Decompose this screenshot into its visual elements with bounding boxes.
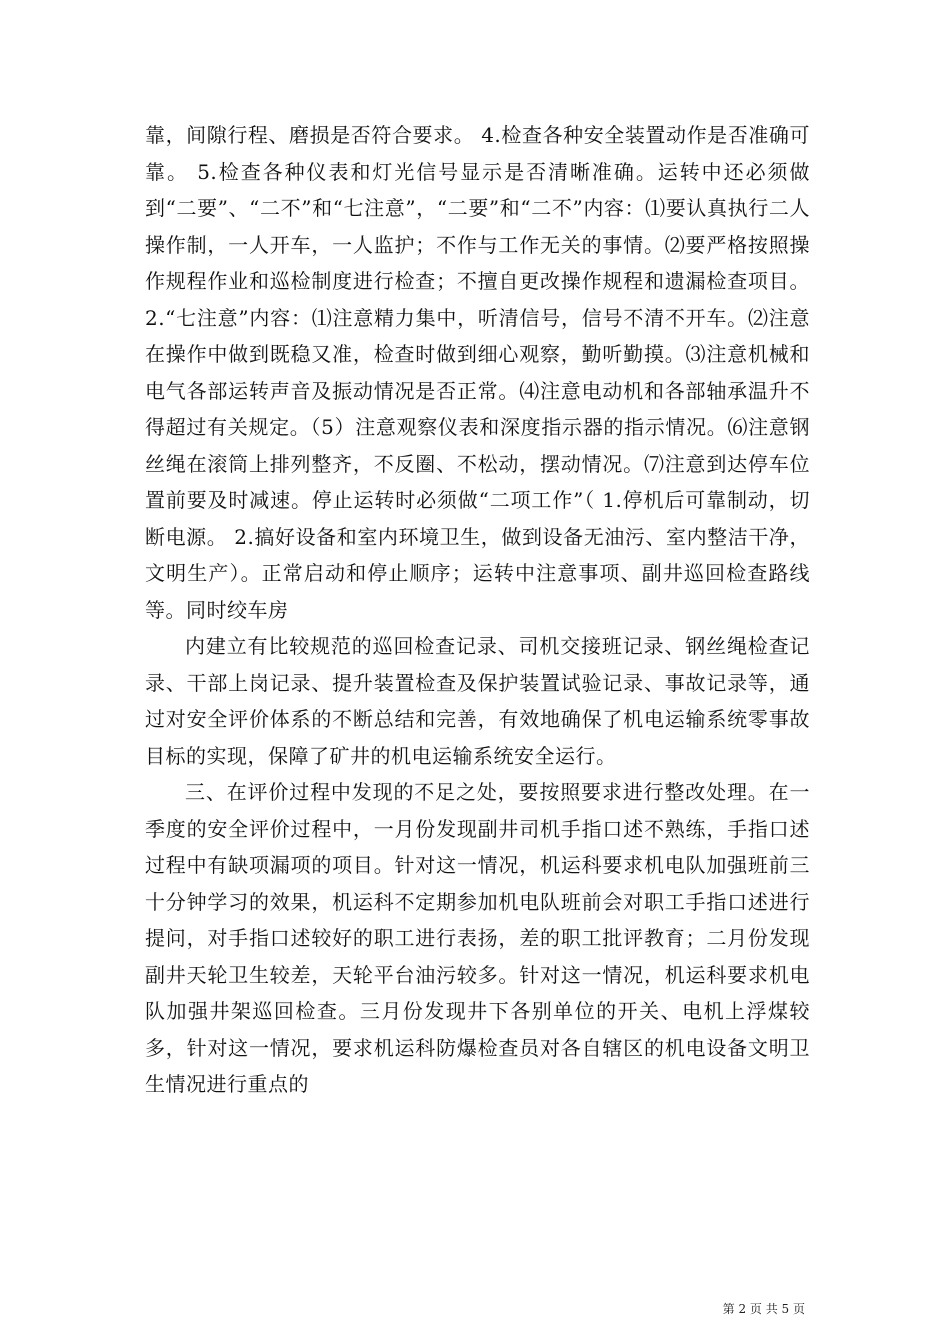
document-body xyxy=(145,117,810,1103)
paragraph-3: 三、在评价过程中发现的不足之处，要按照要求进行整改处理。在一季度的安全评价过程中，一月份发现副井司机手指口述不熟练，手指口述过程中有缺项漏项的项目。针对这一情况，机运科要求机电队加强班前三十分钟学习的效果，机运科不定期参加机电队班前会对职工手指口述进行提问，对手指口述较好的职工进行表扬，差的职工批评教育；二月份发现副井天轮卫生较差，天轮平台油污较多。针对这一情况，机运科要求机电队加强井架巡回检查。三月份发现井下各别单位的开关、电机上浮煤较多，针对这一情况，要求机运科防爆检查员对各自辖区的机电设备文明卫生情况进行重点的 xyxy=(145,780,810,1096)
paragraph-2: 内建立有比较规范的巡回检查记录、司机交接班记录、钢丝绳检查记录、干部上岗记录、提升装置检查及保护装置试验记录、事故记录等，通过对安全评价体系的不断总结和完善，有效地确保了机电运输系统零事故目标的实现，保障了矿井的机电运输系统安全运行。 xyxy=(145,634,810,768)
paragraph-1: 靠，间隙行程、磨损是否符合要求。 4.检查各种安全装置动作是否准确可靠。 5.检查各种仪表和灯光信号显示是否清晰准确。运转中还必须做到“二要”、“二不”和“七注意”，“二要”和“二不”内容：⑴要认真执行二人操作制，一人开车，一人监护；不作与工作无关的事情。⑵要严格按照操作规程作业和巡检制度进行检查；不擅自更改操作规程和遗漏检查项目。 2.“七注意”内容：⑴注意精力集中，听清信号，信号不清不开车。⑵注意在操作中做到既稳又准，检查时做到细心观察，勤听勤摸。⑶注意机械和电气各部运转声音及振动情况是否正常。⑷注意电动机和各部轴承温升不得超过有关规定。（5）注意观察仪表和深度指示器的指示情况。⑹注意钢丝绳在滚筒上排列整齐，不反圈、不松动，摆动情况。⑺注意到达停车位置前要及时减速。停止运转时必须做“二项工作”（ 1.停机后可靠制动，切断电源。 2.搞好设备和室内环境卫生，做到设备无油污、室内整洁干净，文明生产）。正常启动和停止顺序；运转中注意事项、副井巡回检查路线等。同时绞车房 xyxy=(145,123,810,622)
page-number-footer: 第 2 页 共 5 页 xyxy=(722,1302,805,1316)
